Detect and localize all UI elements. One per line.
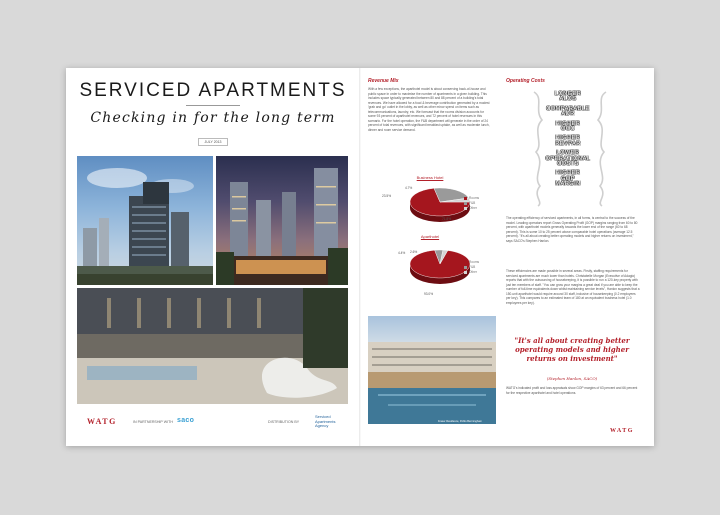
pie-label-apart-rooms: 93.0% bbox=[424, 292, 434, 296]
sag-logo bbox=[315, 415, 335, 429]
legend-item bbox=[464, 270, 479, 275]
legend-item bbox=[464, 206, 479, 211]
cost-word: OPERATIONAL bbox=[545, 155, 591, 162]
legend-swatch-fb bbox=[464, 202, 467, 205]
saco-logo: saco bbox=[177, 417, 195, 424]
operating-text-2: These efficiencies are made possible in several areas. Firstly, staffing requirements for serviced apartments are much lower than hotels. Christabelle Morgan (Executive of Adagio) reports that with the outsourcing of housekeeping, it is possible to run a 120-key property with just ten members of staff. "You can grow your margins a great deal if you are able to keep the number of full-time equivalents down whilst maintaining service levels", Hanlon suggests that a 150-unit aparthotel would require around 30 staff, inclusive of housekeeping (0.2 employees per key). This compares to an estimated team of 180 at an equivalent business hotel (1.0 employees per key). bbox=[506, 269, 640, 305]
pie-label-business-rooms: 71.8% bbox=[442, 217, 452, 221]
legend-swatch-rooms bbox=[464, 197, 467, 200]
cost-item-operational-costs bbox=[536, 151, 600, 167]
revenue-mix-text: With a few exceptions, the aparthotel model is about conserving back-of-house and public space in order to maximise the number of apartments in a given building. This includes space typically generated between 80 and 88 percent of a building's total revenues. We have allowed for a food & beverage contribution generated by a modest 'grab and go' outlet in the lobby, as well as other minor spend on items such as telecommunications, laundry, etc. We forecast that the rooms division accounts for some 93 percent of aparthotel revenues, and 72 percent of hotel revenues in this scenario. For the hotel operation, the F&B department will generate in the order of 24 percent of total revenues, with significant breakfast uptake, as well as moderate lunch, dinner and room service demand. bbox=[368, 87, 490, 132]
cost-word: ADR bbox=[561, 111, 575, 118]
cost-word: COMPARABLE bbox=[546, 105, 590, 112]
legend-business-hotel bbox=[464, 196, 479, 211]
legend-swatch-other bbox=[464, 271, 467, 274]
photo-night-towers bbox=[216, 156, 348, 285]
cost-word: ALOS bbox=[559, 96, 577, 103]
cost-word: LOWER bbox=[556, 150, 580, 157]
watg-logo: WATG bbox=[87, 417, 117, 426]
cost-word: HIGHER bbox=[555, 170, 581, 177]
pie-label-business-other: 4.7% bbox=[405, 186, 413, 190]
sag-logo-line-1: Serviced bbox=[315, 414, 331, 419]
cost-word: COSTS bbox=[557, 161, 579, 168]
partnership-label: IN PARTNERSHIP WITH bbox=[133, 420, 173, 424]
magazine-spread bbox=[66, 68, 654, 446]
legend-label: F&B bbox=[469, 265, 476, 269]
legend-swatch-fb bbox=[464, 266, 467, 269]
operating-text-3: WATG's indicated profit and loss appraisals show GOP margins of 63 percent and 66 percent for the respective aparthotel and hotel operations. bbox=[506, 386, 638, 395]
sag-logo-line-2: Apartments bbox=[315, 418, 336, 424]
cost-word: GOP bbox=[561, 175, 575, 182]
pie-title-aparthotel: Aparthotel bbox=[420, 234, 440, 239]
pie-label-apart-other: 2.6% bbox=[410, 250, 418, 254]
legend-swatch-rooms bbox=[464, 261, 467, 264]
pull-quote-attribution: (Stephen Hanlon, SACO) bbox=[546, 376, 598, 381]
cost-word: REVPAR bbox=[555, 140, 581, 147]
right-page bbox=[360, 68, 654, 446]
operating-text-1: The operating efficiency of serviced apartments, in all forms, is central to the success of the model. Leading operators report Gross Operating Profit (GOP) margins ranging from 60 to 80 percent, with aparthotel models generally towards the lower end of the range (60 to 68 percent). This is some 10 to 25 percent above comparable hotel operations (average 12.5 percent). "It's all about creating better operating models and higher returns on investment," says SACO's Stephen Hanlon. bbox=[506, 216, 638, 243]
page-subtitle: Checking in for the long term bbox=[90, 110, 336, 126]
revenue-mix-heading: Revenue Mix bbox=[368, 78, 399, 84]
legend-label: Rooms bbox=[469, 196, 480, 200]
cost-item-occ bbox=[536, 122, 600, 133]
pie-label-apart-fb: 4.4% bbox=[398, 251, 406, 255]
left-footer bbox=[77, 414, 348, 430]
cost-item-alos bbox=[536, 92, 600, 103]
photo-caption: Fraser Residence, Poblo Bermingham bbox=[438, 420, 482, 423]
legend-label: Rooms bbox=[469, 260, 480, 264]
cost-word: LONGER bbox=[554, 91, 582, 97]
title-divider bbox=[186, 105, 240, 106]
legend-label: Other bbox=[469, 270, 477, 274]
cost-stack bbox=[536, 92, 600, 188]
legend-label: Other bbox=[469, 206, 477, 210]
pull-quote: "It's all about creating better operating models and higher returns on investment" bbox=[514, 336, 630, 363]
cost-word: OCC bbox=[561, 126, 575, 133]
sag-logo-line-3: Agency bbox=[315, 423, 329, 428]
pie-title-business-hotel: Business Hotel bbox=[416, 175, 444, 180]
cost-word: MARGIN bbox=[555, 181, 581, 188]
photo-city-towers bbox=[77, 156, 213, 285]
cost-word: HIGHER bbox=[555, 120, 581, 127]
cost-word: HIGHER bbox=[555, 135, 581, 142]
photo-pool-sculpture bbox=[77, 288, 348, 404]
cost-item-gop-margin bbox=[536, 171, 600, 187]
watg-footer-logo: WATG bbox=[610, 428, 634, 434]
pie-label-business-fb: 23.5% bbox=[382, 194, 392, 198]
page-title: SERVICED APARTMENTS bbox=[79, 80, 347, 101]
distribution-label: DISTRIBUTION BY bbox=[268, 420, 300, 424]
legend-aparthotel bbox=[464, 260, 479, 275]
cost-item-revpar bbox=[536, 136, 600, 147]
left-page bbox=[66, 68, 360, 446]
photo-resort-pool bbox=[368, 316, 496, 424]
legend-label: F&B bbox=[469, 201, 476, 205]
issue-date: JULY 2013 bbox=[198, 138, 228, 146]
legend-swatch-other bbox=[464, 207, 467, 210]
cost-item-adr bbox=[536, 107, 600, 118]
operating-costs-heading: Operating Costs bbox=[506, 78, 545, 84]
